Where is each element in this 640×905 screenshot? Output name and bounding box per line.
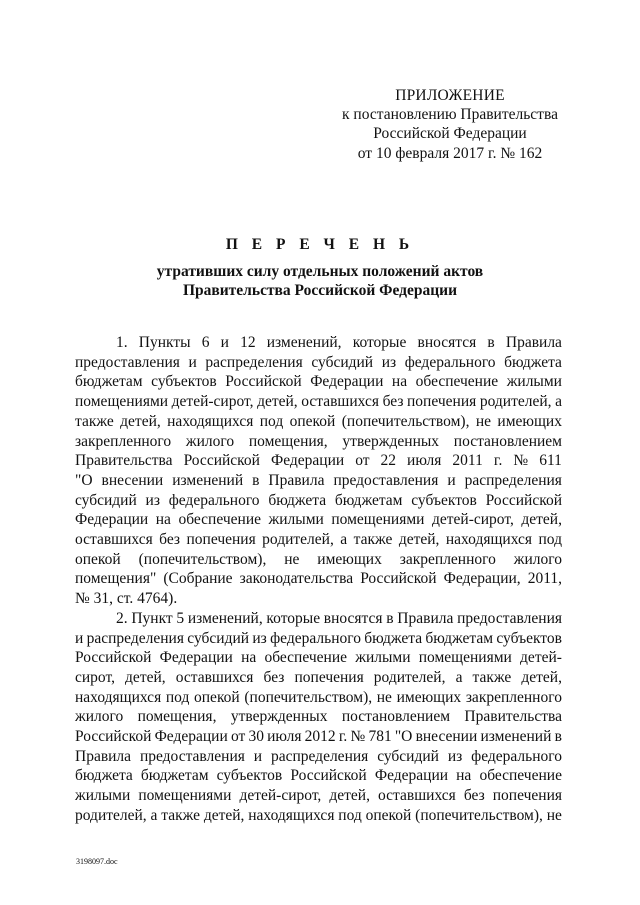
subheading-line: утративших силу отдельных положений актов xyxy=(156,263,484,280)
body-line: жилого помещения, утвержденных постановлением Правительства xyxy=(75,708,562,726)
body-line: Правила предоставления и распределения субсидий из федерального xyxy=(75,747,562,765)
body-line: находящихся под опекой (попечительством), не имеющих закрепленного xyxy=(75,688,562,706)
body-line: сирот, детей, оставшихся без попечения родителей, а также детей, xyxy=(75,668,562,686)
body-line: и распределения субсидий из федерального бюджета бюджетам субъектов xyxy=(75,629,562,647)
body-line: родителей, а также детей, находящихся под опекой (попечительством), не xyxy=(75,806,562,824)
body-line: 2. Пункт 5 изменений, которые вносятся в Правила предоставления xyxy=(116,609,562,627)
body-line: Российской Федерации от 30 июля 2012 г. № 781 "О внесении изменений в xyxy=(75,728,562,746)
body-line: 1. Пункты 6 и 12 изменений, которые вносятся в Правила xyxy=(116,334,562,351)
appendix-title: ПРИЛОЖЕНИЕ xyxy=(395,87,505,104)
appendix-line: Российской Федерации xyxy=(373,125,527,143)
body-line: Федерации на обеспечение жилыми помещениями детей-сирот, детей, xyxy=(75,511,562,529)
body-line: бюджета бюджетам субъектов Российской Федерации на обеспечение xyxy=(75,767,562,785)
body-line: предоставления и распределения субсидий из федерального бюджета xyxy=(75,353,562,371)
document-body xyxy=(75,333,562,826)
document-subheading xyxy=(60,262,580,300)
body-line: помещения" (Собрание законодательства Российской Федерации, 2011, xyxy=(75,570,562,588)
body-line: помещениями детей-сирот, детей, оставшихся без попечения родителей, а xyxy=(75,393,562,411)
document-heading: П Е Р Е Ч Е Н Ь xyxy=(225,236,415,253)
body-line: субсидий из федерального бюджета бюджетам субъектов Российской xyxy=(75,491,562,509)
body-line: жилыми помещениями детей-сирот, детей, оставшихся без попечения xyxy=(75,787,562,805)
body-line: опекой (попечительством), не имеющих закрепленного жилого xyxy=(75,550,562,568)
body-line: оставшихся без попечения родителей, а также детей, находящихся под xyxy=(75,531,562,549)
body-line: № 31, ст. 4764). xyxy=(75,590,178,608)
body-line: закрепленного жилого помещения, утвержденных постановлением xyxy=(75,432,562,450)
appendix-header xyxy=(330,86,570,163)
body-line: Правительства Российской Федерации от 22 июля 2011 г. № 611 xyxy=(75,452,562,470)
appendix-date-line: от 10 февраля 2017 г. № 162 xyxy=(357,144,543,162)
file-name-footer: 3198097.doc xyxy=(76,857,118,866)
appendix-line: к постановлению Правительства xyxy=(342,106,558,124)
body-line: Российской Федерации на обеспечение жилыми помещениями детей- xyxy=(75,649,562,667)
body-line: "О внесении изменений в Правила предоставления и распределения xyxy=(75,471,562,489)
body-line: также детей, находящихся под опекой (попечительством), не имеющих xyxy=(75,412,562,430)
body-line: бюджетам субъектов Российской Федерации на обеспечение жилыми xyxy=(75,373,562,391)
subheading-line: Правительства Российской Федерации xyxy=(182,282,458,299)
